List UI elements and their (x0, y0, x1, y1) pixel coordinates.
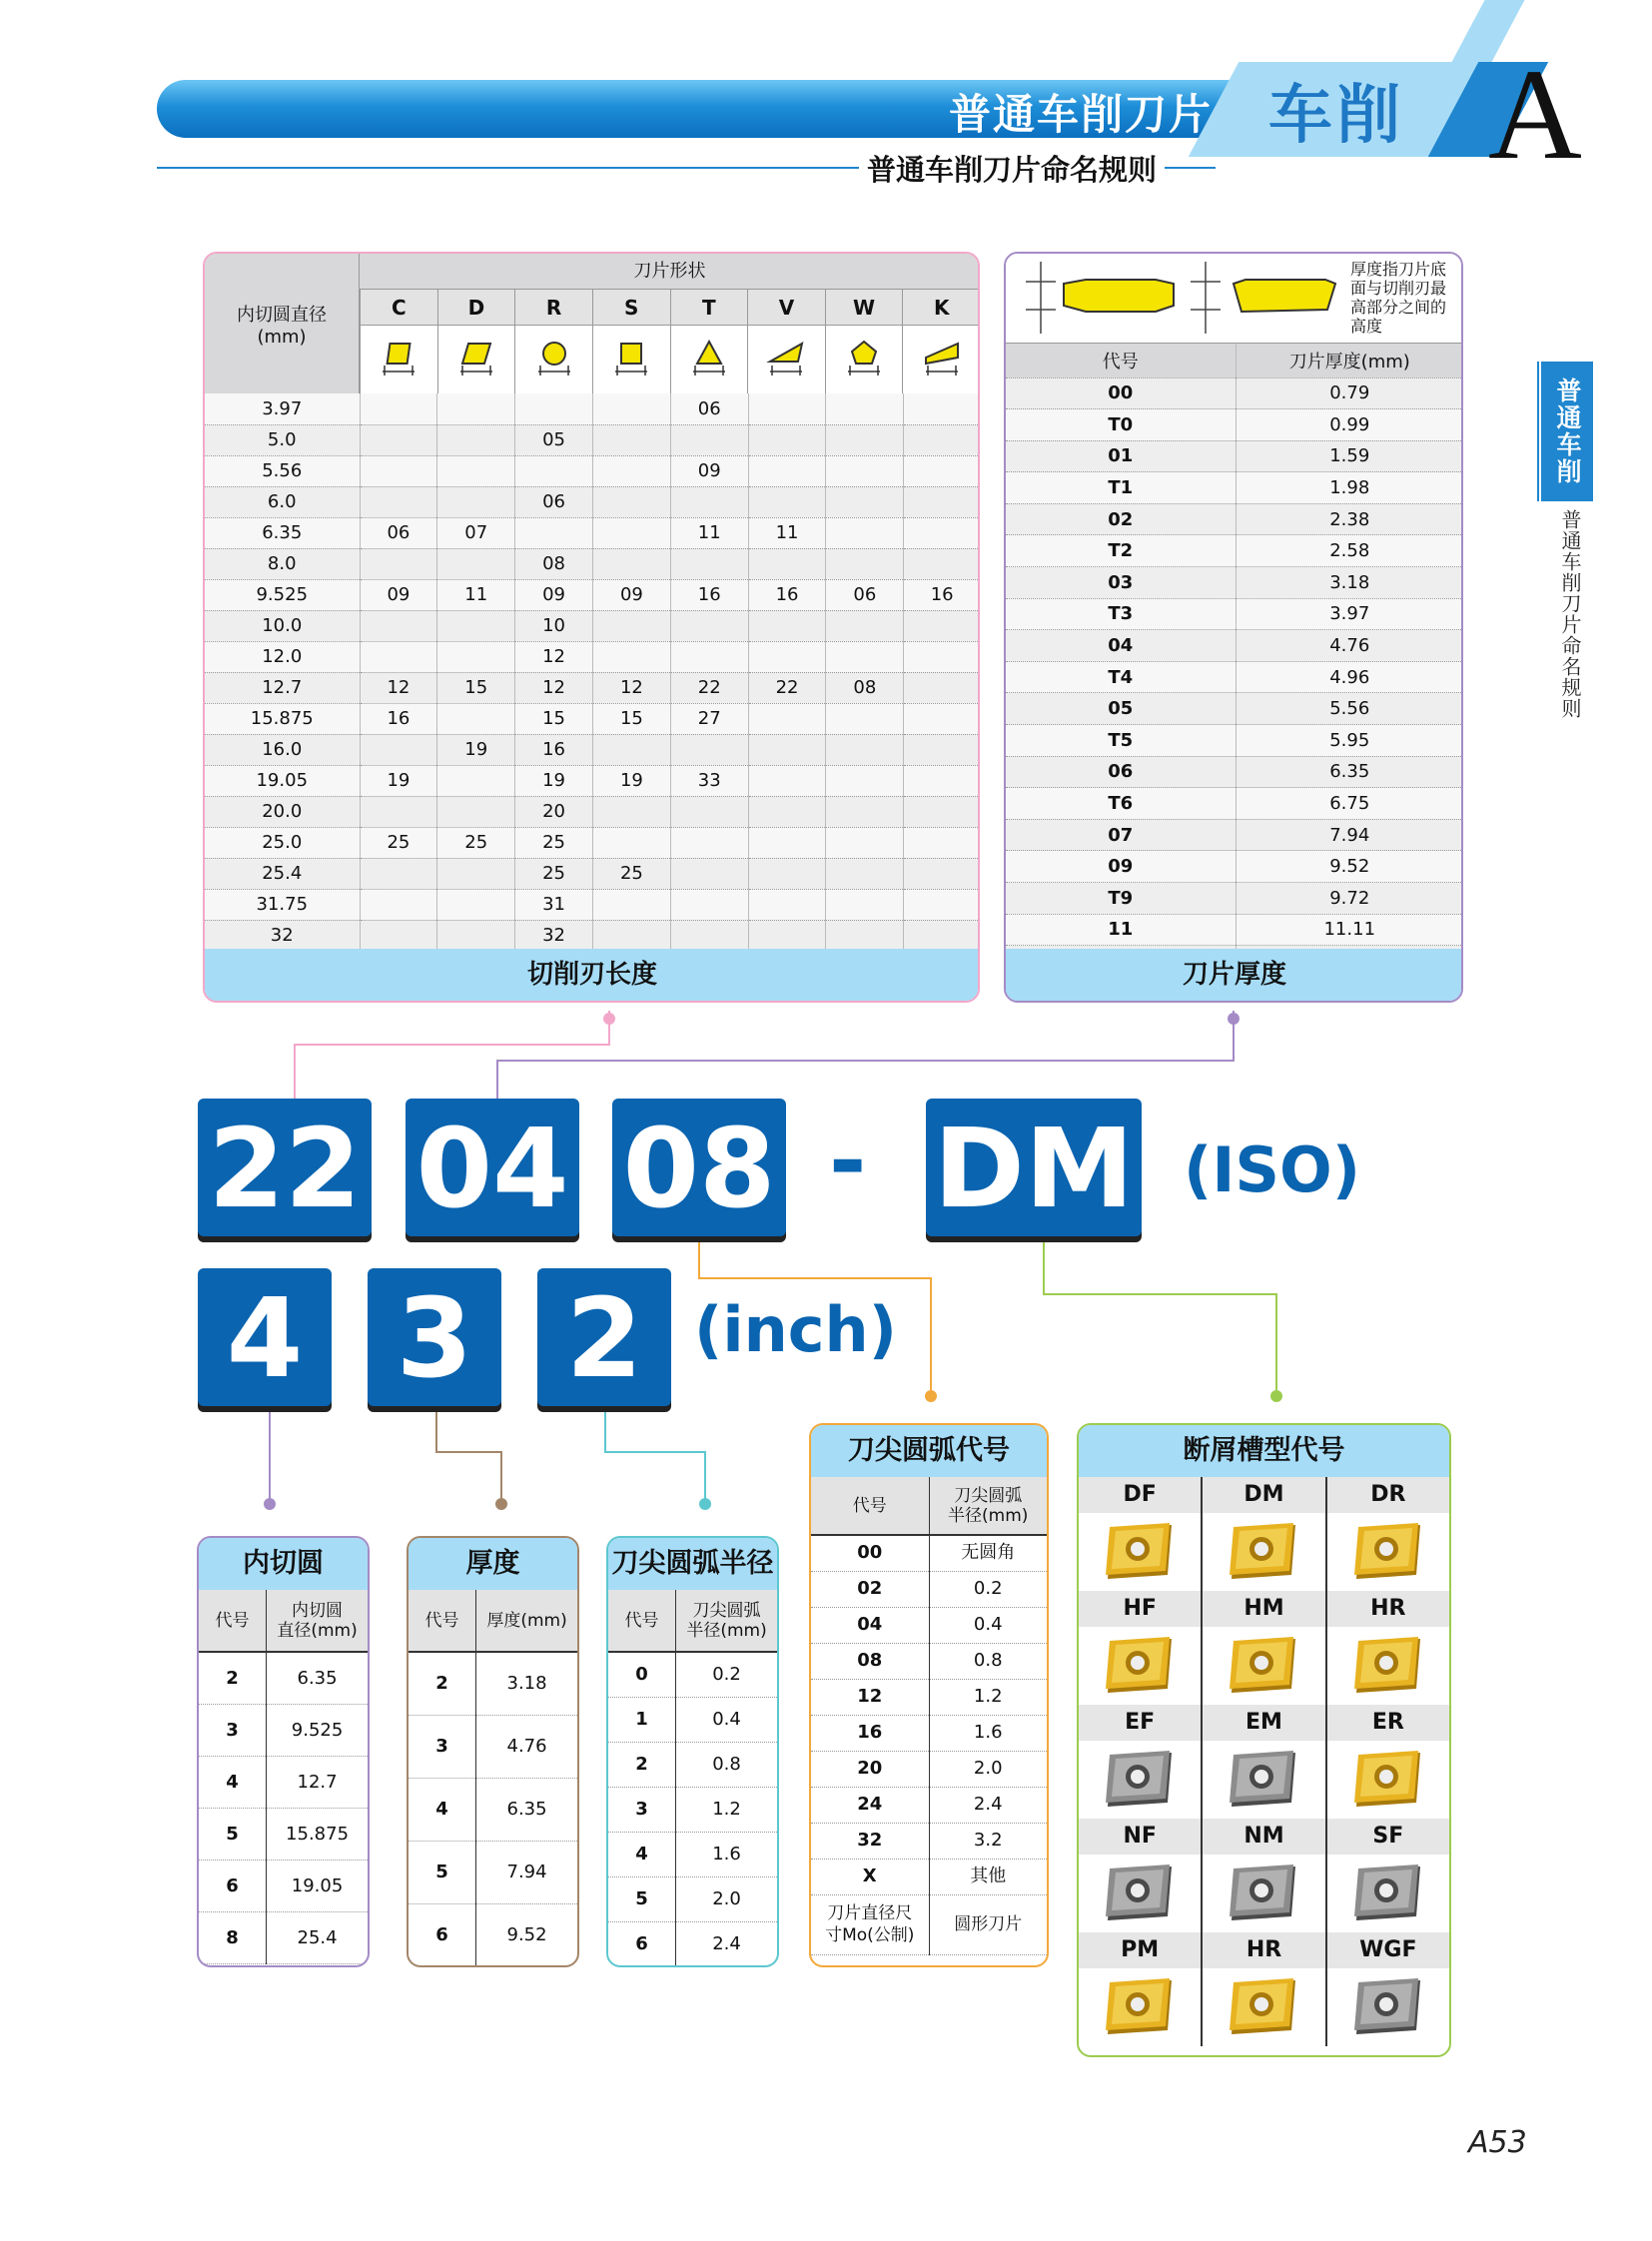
code-cell: 07 (1006, 819, 1236, 851)
ic-diameter-cell: 16.0 (205, 734, 360, 765)
length-cell: 19 (360, 765, 437, 796)
th-panel (407, 1536, 579, 1967)
length-cell: 05 (515, 424, 593, 455)
chipbreaker-er-icon[interactable] (1327, 1741, 1449, 1819)
chipbreaker-hr-icon[interactable] (1203, 1968, 1326, 2046)
length-cell: 16 (748, 579, 826, 610)
ic-diameter-cell: 3.97 (205, 393, 360, 424)
value-cell: 2.4 (929, 1787, 1047, 1823)
code-cell: 5 (199, 1808, 267, 1860)
rad-title: 刀尖圆弧半径 (608, 1538, 777, 1590)
chipbreaker-hr-icon[interactable] (1327, 1627, 1449, 1705)
ic-panel (197, 1536, 370, 1967)
table-row (409, 1652, 577, 1715)
length-cell: 27 (670, 703, 748, 734)
length-cell: 12 (515, 641, 593, 672)
thickness-cell: 4.96 (1236, 661, 1463, 693)
value-cell: 6.35 (267, 1652, 368, 1704)
chipbreaker-hm-icon[interactable] (1203, 1627, 1326, 1705)
value-cell: 0.8 (929, 1643, 1047, 1679)
value-cell: 1.6 (929, 1715, 1047, 1751)
code-cell: 16 (811, 1715, 929, 1751)
column-header: 代号 (409, 1590, 476, 1652)
table-row (608, 1697, 777, 1742)
length-cell: 12 (592, 672, 670, 703)
table-row (409, 1903, 577, 1966)
value-cell: 3.18 (476, 1652, 577, 1715)
value-cell: 1.6 (676, 1832, 777, 1876)
code-nose-radius[interactable]: 08 (612, 1099, 786, 1236)
chip-label-row (1079, 1705, 1449, 1741)
inch-code-radius[interactable]: 2 (537, 1268, 671, 1406)
column-header: 代号 (811, 1477, 929, 1535)
code-cell: 04 (1006, 630, 1236, 662)
length-cell: 07 (437, 517, 515, 548)
code-cell: 4 (199, 1756, 267, 1808)
length-cell: 25 (515, 858, 593, 889)
chip-label-row (1079, 1477, 1449, 1513)
length-cell: 06 (360, 517, 437, 548)
code-cell: 2 (199, 1652, 267, 1704)
chip-label-row (1079, 1819, 1449, 1855)
chipbreaker-sf-icon[interactable] (1327, 1855, 1449, 1932)
table-row (199, 1756, 368, 1808)
table-row (199, 1860, 368, 1911)
code-cell: 2 (409, 1652, 476, 1715)
code-cell: 5 (608, 1876, 676, 1921)
table-row (199, 1911, 368, 1963)
table-row (608, 1921, 777, 1966)
code-chipbreaker[interactable]: DM (926, 1099, 1142, 1236)
value-cell: 19.05 (267, 1860, 368, 1911)
length-cell: 16 (360, 703, 437, 734)
code-cell: 2 (608, 1742, 676, 1787)
length-cell: 32 (515, 920, 593, 951)
code-cell: 20 (811, 1751, 929, 1787)
table-row (811, 1787, 1047, 1823)
code-cell: T6 (1006, 788, 1236, 820)
value-cell: 25.4 (267, 1911, 368, 1963)
chipbreaker-dm-icon[interactable] (1203, 1513, 1326, 1591)
code-cell: 06 (1006, 756, 1236, 788)
table-row (409, 1778, 577, 1841)
code-cell: 24 (811, 1787, 929, 1823)
chip-label: HM (1203, 1591, 1326, 1627)
length-cell: 11 (437, 579, 515, 610)
page-subtitle: 普通车削刀片命名规则 (859, 148, 1165, 189)
ic-diameter-cell: 12.7 (205, 672, 360, 703)
shape-label: T (671, 290, 748, 326)
ic-diameter-cell: 20.0 (205, 796, 360, 827)
length-cell: 15 (437, 672, 515, 703)
code-ic[interactable]: 22 (198, 1099, 372, 1236)
length-cell: 25 (360, 827, 437, 858)
thickness-cell: 5.95 (1236, 725, 1463, 757)
shape-label: K (903, 290, 980, 326)
thickness-cell: 4.76 (1236, 630, 1463, 662)
code-cell: 02 (811, 1571, 929, 1607)
rad-table (608, 1590, 777, 1967)
thickness-footer: 刀片厚度 (1006, 949, 1463, 1001)
thickness-cell: 5.56 (1236, 693, 1463, 725)
ic-diameter-cell: 19.05 (205, 765, 360, 796)
table-row (811, 1859, 1047, 1894)
value-cell: 0.4 (676, 1697, 777, 1742)
code-cell: 6 (409, 1903, 476, 1966)
thickness-cell: 1.59 (1236, 440, 1463, 472)
table-header-row (409, 1590, 577, 1652)
chipbreaker-em-icon[interactable] (1203, 1741, 1326, 1819)
thickness-cell: 11.11 (1236, 914, 1463, 946)
value-cell: 0.8 (676, 1742, 777, 1787)
table-row (409, 1715, 577, 1778)
thickness-cell: 6.75 (1236, 788, 1463, 820)
column-header: 代号 (199, 1590, 267, 1652)
shape-label: V (748, 290, 825, 326)
chip-label: DR (1327, 1477, 1449, 1513)
table-row (199, 1652, 368, 1704)
table-row (811, 1571, 1047, 1607)
inch-code-thickness[interactable]: 3 (368, 1268, 501, 1406)
ic-title: 内切圆 (199, 1538, 368, 1590)
value-cell: 7.94 (476, 1841, 577, 1903)
code-cell: 12 (811, 1679, 929, 1715)
value-cell: 0.2 (929, 1571, 1047, 1607)
thickness-cell: 0.99 (1236, 409, 1463, 441)
code-cell: T0 (1006, 409, 1236, 441)
code-cell: 5 (409, 1841, 476, 1903)
chip-label: SF (1327, 1819, 1449, 1855)
code-cell: 0 (608, 1652, 676, 1697)
value-cell: 15.875 (267, 1808, 368, 1860)
shape-label: D (438, 290, 515, 326)
chip-label: DM (1203, 1477, 1326, 1513)
chipbreaker-title: 断屑槽型代号 (1079, 1425, 1449, 1477)
chip-label: DF (1079, 1477, 1203, 1513)
length-cell: 09 (360, 579, 437, 610)
thickness-cell: 3.18 (1236, 567, 1463, 599)
value-cell: 1.2 (676, 1787, 777, 1832)
length-cell: 19 (592, 765, 670, 796)
value-cell: 2.0 (676, 1876, 777, 1921)
column-header: 刀尖圆弧 半径(mm) (929, 1477, 1047, 1535)
table-header-row (608, 1590, 777, 1652)
chipbreaker-panel (1077, 1423, 1451, 2057)
shape-label: S (593, 290, 670, 326)
code-cell: 3 (199, 1704, 267, 1756)
page-title: 普通车削刀片 (948, 90, 1213, 139)
chipbreaker-df-icon[interactable] (1079, 1513, 1203, 1591)
code-cell: 4 (608, 1832, 676, 1876)
chip-label: NF (1079, 1819, 1203, 1855)
column-header: 刀片厚度(mm) (1236, 344, 1463, 377)
ic-diameter-cell: 5.0 (205, 424, 360, 455)
chip-label: HR (1327, 1591, 1449, 1627)
value-cell: 12.7 (267, 1756, 368, 1808)
shape-label: R (515, 290, 592, 326)
cutting-length-footer: 切削刃长度 (205, 949, 980, 1001)
chip-image-row (1079, 1855, 1449, 1932)
chip-label: PM (1079, 1932, 1203, 1968)
code-cell: 00 (811, 1535, 929, 1571)
thickness-cell: 6.35 (1236, 756, 1463, 788)
thickness-cell: 0.79 (1236, 377, 1463, 409)
column-header: 代号 (608, 1590, 676, 1652)
thickness-cell: 9.52 (1236, 851, 1463, 883)
length-cell: 15 (515, 703, 593, 734)
nose-panel (809, 1423, 1049, 1967)
length-cell: 09 (592, 579, 670, 610)
side-tab[interactable]: 普通车削 (1541, 362, 1593, 501)
length-cell: 10 (515, 610, 593, 641)
table-row (608, 1652, 777, 1697)
rad-panel (606, 1536, 779, 1967)
shape-label: W (826, 290, 903, 326)
code-cell: 32 (811, 1823, 929, 1859)
code-cell: 刀片直径尺 寸Mo(公制) (811, 1894, 929, 1954)
value-cell: 1.2 (929, 1679, 1047, 1715)
ic-diameter-cell: 5.56 (205, 455, 360, 486)
code-cell: 8 (199, 1911, 267, 1963)
code-cell: 05 (1006, 693, 1236, 725)
ic-diameter-cell: 6.0 (205, 486, 360, 517)
code-cell: 3 (409, 1715, 476, 1778)
code-cell: T9 (1006, 883, 1236, 915)
section-letter: A (1488, 43, 1582, 187)
side-subtitle: 普通车削刀片命名规则 (1558, 509, 1582, 719)
table-row (811, 1607, 1047, 1643)
column-header: 内切圆 直径(mm) (267, 1590, 368, 1652)
code-cell: 6 (199, 1860, 267, 1911)
table-row (608, 1742, 777, 1787)
code-cell: T4 (1006, 661, 1236, 693)
section-title: 车削 (1268, 79, 1404, 153)
column-header: 刀尖圆弧 半径(mm) (676, 1590, 777, 1652)
code-thickness[interactable]: 04 (406, 1099, 579, 1236)
value-cell: 9.525 (267, 1704, 368, 1756)
table-header-row (199, 1590, 368, 1652)
table-row (811, 1823, 1047, 1859)
value-cell: 0.2 (676, 1652, 777, 1697)
chipbreaker-grid (1079, 1477, 1449, 2046)
column-header: 代号 (1006, 344, 1236, 377)
thickness-cell: 7.94 (1236, 819, 1463, 851)
value-cell: 0.4 (929, 1607, 1047, 1643)
code-cell: 01 (1006, 440, 1236, 472)
table-row (199, 1704, 368, 1756)
length-cell: 19 (515, 765, 593, 796)
table-row (811, 1715, 1047, 1751)
chip-image-row (1079, 1741, 1449, 1819)
length-cell: 08 (515, 548, 593, 579)
length-cell: 31 (515, 889, 593, 920)
code-cell: X (811, 1859, 929, 1894)
code-cell: 11 (1006, 914, 1236, 946)
chip-label: EF (1079, 1705, 1203, 1741)
chip-label: EM (1203, 1705, 1326, 1741)
ic-table (199, 1590, 368, 1964)
length-cell: 25 (592, 858, 670, 889)
thickness-note: 厚度指刀片底面与切削刃最高部分之间的高度 (1350, 260, 1447, 336)
chip-image-row (1079, 1627, 1449, 1705)
length-cell: 16 (515, 734, 593, 765)
length-cell: 11 (670, 517, 748, 548)
ic-diameter-cell: 25.0 (205, 827, 360, 858)
value-cell: 3.2 (929, 1823, 1047, 1859)
code-dash: - (829, 1109, 867, 1213)
code-cell: 09 (1006, 851, 1236, 883)
table-row (608, 1787, 777, 1832)
ic-diameter-cell: 31.75 (205, 889, 360, 920)
code-cell: 00 (1006, 377, 1236, 409)
chip-image-row (1079, 1513, 1449, 1591)
value-cell: 其他 (929, 1859, 1047, 1894)
iso-label: (ISO) (1184, 1133, 1361, 1206)
code-cell: 04 (811, 1607, 929, 1643)
value-cell: 6.35 (476, 1778, 577, 1841)
code-cell: 4 (409, 1778, 476, 1841)
table-row (409, 1841, 577, 1903)
length-cell: 20 (515, 796, 593, 827)
ic-diameter-cell: 6.35 (205, 517, 360, 548)
th-table (409, 1590, 577, 1967)
chipbreaker-wgf-icon[interactable] (1327, 1968, 1449, 2046)
chip-label: WGF (1327, 1932, 1449, 1968)
chipbreaker-nm-icon[interactable] (1203, 1855, 1326, 1932)
thickness-cell: 2.58 (1236, 535, 1463, 567)
chip-image-row (1079, 1968, 1449, 2046)
table-row (608, 1832, 777, 1876)
length-cell: 11 (748, 517, 826, 548)
length-cell: 08 (826, 672, 904, 703)
code-cell: 1 (608, 1697, 676, 1742)
chipbreaker-nf-icon[interactable] (1079, 1855, 1203, 1932)
length-cell: 22 (748, 672, 826, 703)
thickness-cell: 1.98 (1236, 472, 1463, 504)
th-title: 厚度 (409, 1538, 577, 1590)
length-cell: 15 (592, 703, 670, 734)
code-cell: 6 (608, 1921, 676, 1966)
nose-table (811, 1477, 1047, 1955)
chip-label-row (1079, 1932, 1449, 1968)
length-cell: 33 (670, 765, 748, 796)
code-cell: 08 (811, 1643, 929, 1679)
chip-label: ER (1327, 1705, 1449, 1741)
chip-label: HF (1079, 1591, 1203, 1627)
ic-diameter-cell: 12.0 (205, 641, 360, 672)
thickness-cell: 3.97 (1236, 598, 1463, 630)
nose-title: 刀尖圆弧代号 (811, 1425, 1047, 1477)
value-cell: 无圆角 (929, 1535, 1047, 1571)
value-cell: 圆形刀片 (929, 1894, 1047, 1954)
code-cell: T2 (1006, 535, 1236, 567)
ic-diameter-cell: 32 (205, 920, 360, 951)
chipbreaker-ef-icon[interactable] (1079, 1741, 1203, 1819)
ic-diameter-cell: 9.525 (205, 579, 360, 610)
length-cell: 22 (670, 672, 748, 703)
table-row (811, 1535, 1047, 1571)
ic-diameter-cell: 10.0 (205, 610, 360, 641)
length-cell: 25 (515, 827, 593, 858)
chipbreaker-dr-icon[interactable] (1327, 1513, 1449, 1591)
code-cell: 03 (1006, 567, 1236, 599)
length-cell: 16 (904, 579, 980, 610)
length-cell: 06 (826, 579, 904, 610)
value-cell: 2.0 (929, 1751, 1047, 1787)
shape-label: C (361, 290, 437, 326)
length-cell: 12 (515, 672, 593, 703)
length-cell: 12 (360, 672, 437, 703)
code-cell: T3 (1006, 598, 1236, 630)
value-cell: 2.4 (676, 1921, 777, 1966)
chip-label: NM (1203, 1819, 1326, 1855)
value-cell: 4.76 (476, 1715, 577, 1778)
length-cell: 25 (437, 827, 515, 858)
thickness-cell: 9.72 (1236, 883, 1463, 915)
code-cell: 02 (1006, 503, 1236, 535)
shape-header: 刀片形状 (360, 254, 980, 290)
ic-diameter-cell: 15.875 (205, 703, 360, 734)
chipbreaker-hf-icon[interactable] (1079, 1627, 1203, 1705)
column-header: 厚度(mm) (476, 1590, 577, 1652)
length-cell: 09 (515, 579, 593, 610)
length-cell: 09 (670, 455, 748, 486)
value-cell: 9.52 (476, 1903, 577, 1966)
length-cell: 06 (515, 486, 593, 517)
ic-diameter-cell: 8.0 (205, 548, 360, 579)
table-row (811, 1894, 1047, 1954)
table-header-row (811, 1477, 1047, 1535)
length-cell: 19 (437, 734, 515, 765)
thickness-cell: 2.38 (1236, 503, 1463, 535)
code-cell: T5 (1006, 725, 1236, 757)
ic-diameter-cell: 25.4 (205, 858, 360, 889)
length-cell: 06 (670, 393, 748, 424)
table-row (811, 1751, 1047, 1787)
ic-diameter-header: 内切圆直径 (mm) (205, 254, 360, 393)
inch-code-ic[interactable]: 4 (198, 1268, 332, 1406)
table-row (811, 1643, 1047, 1679)
code-cell: 3 (608, 1787, 676, 1832)
table-row (199, 1808, 368, 1860)
chipbreaker-pm-icon[interactable] (1079, 1968, 1203, 2046)
code-cell: T1 (1006, 472, 1236, 504)
length-cell: 16 (670, 579, 748, 610)
chip-label-row (1079, 1591, 1449, 1627)
page-number: A53 (1468, 2125, 1527, 2160)
inch-label: (inch) (694, 1293, 897, 1366)
table-row (811, 1679, 1047, 1715)
chip-label: HR (1203, 1932, 1326, 1968)
table-row (608, 1876, 777, 1921)
